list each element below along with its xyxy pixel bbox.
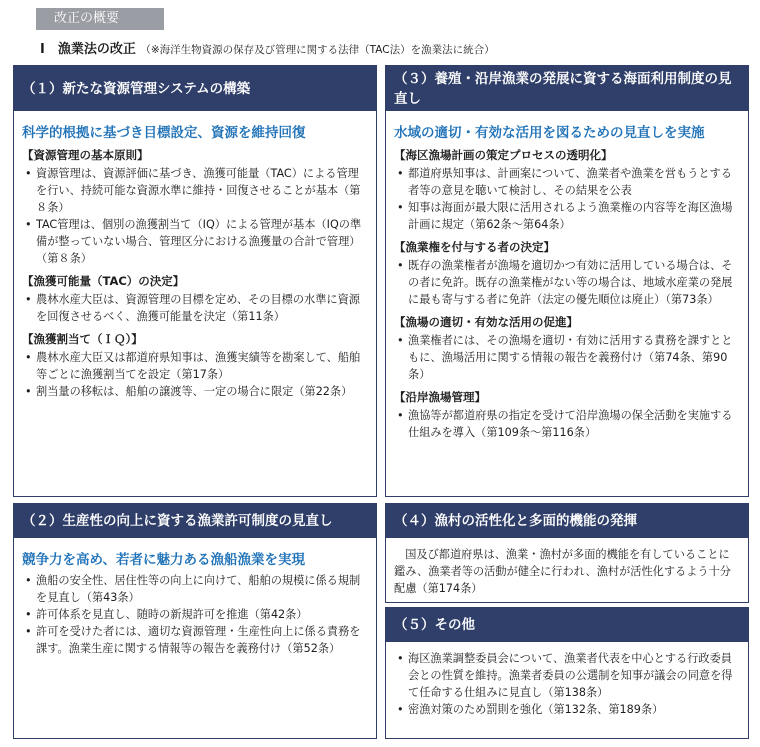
panel-resource-management [13,65,377,497]
bullet-list [394,257,740,308]
section-label: 【漁業権を付与する者の決定】 [394,240,555,254]
panel-heading: （５）その他 [386,608,748,642]
bullet-list [22,572,368,657]
list-item: • 既存の漁業権者が漁場を適切かつ有効に活用している場合は、その者に免許。既存の漁業権がない等の場合は、地域水産業の発展に最も寄与する者に免許（法定の優先順位は廃止）（第73条） [394,257,740,308]
panel-subtitle: 水域の適切・有効な活用を図るための見直しを実施 [394,125,705,141]
panel-sea-area-use [385,65,749,497]
panel-fishing-village [385,503,749,603]
bullet-list [22,291,368,325]
page-title-note: （※海洋生物資源の保存及び管理に関する法律（TAC法）を漁業法に統合） [140,44,495,56]
list-item: • 密漁対策のため罰則を強化（第132条、第189条） [394,701,740,718]
bullet-list [394,407,740,441]
list-item: • 漁業権者には、その漁場を適切・有効に活用する責務を課すとともに、漁場活用に関する情報の報告を義務付け（第74条、第90条） [394,332,740,383]
panel-subtitle: 競争力を高め、若者に魅力ある漁船漁業を実現 [22,552,305,568]
list-item: • 農林水産大臣又は都道府県知事は、漁獲実績等を勘案して、船舶等ごとに漁獲割当てを設定（第17条） [22,349,368,383]
panel-subtitle: 科学的根拠に基づき目標設定、資源を維持回復 [22,125,306,141]
section-label: 【海区漁場計画の策定プロセスの透明化】 [394,148,613,162]
bullet-list [22,165,368,267]
page-title [40,38,495,57]
list-item: • 割当量の移転は、船舶の譲渡等、一定の場合に限定（第22条） [22,383,368,400]
panel-heading: （２）生産性の向上に資する漁業許可制度の見直し [14,504,376,538]
list-item: • 知事は海面が最大限に活用されるよう漁業権の内容等を海区漁場計画に規定（第62条～第64条） [394,199,740,233]
panel-fishing-permits [13,503,377,739]
bullet-list [22,349,368,400]
panel-heading: （１）新たな資源管理システムの構築 [14,66,376,111]
section-label: 【沿岸漁場管理】 [394,390,486,404]
section-label: 【資源管理の基本原則】 [22,148,149,162]
list-item: • 許可を受けた者には、適切な資源管理・生産性向上に係る責務を課す。漁業生産に関する情報等の報告を義務付け（第52条） [22,623,368,657]
panel-heading: （４）漁村の活性化と多面的機能の発揮 [386,504,748,538]
section-label: 【漁獲可能量（TAC）の決定】 [22,274,185,288]
list-item: • 海区漁業調整委員会について、漁業者代表を中心とする行政委員会との性質を維持。漁業者委員の公選制を知事が議会の同意を得て任命する仕組みに見直し（第138条） [394,650,740,701]
list-item: • 許可体系を見直し、随時の新規許可を推進（第42条） [22,606,368,623]
list-item: • 漁船の安全性、居住性等の向上に向けて、船舶の規模に係る規制を見直し（第43条） [22,572,368,606]
panel-heading: （３）養殖・沿岸漁業の発展に資する海面利用制度の見直し [386,66,748,111]
bullet-list [394,650,740,718]
section-label: 【漁獲割当て（ＩＱ）】 [22,332,143,346]
section-tag: 改正の概要 [36,8,164,30]
panel-paragraph: 国及び都道府県は、漁業・漁村が多面的機能を有していることに鑑み、漁業者等の活動が健全に行われ、漁村が活性化するよう十分配慮（第174条） [394,548,731,595]
page-title-text: Ⅰ 漁業法の改正 [40,42,136,57]
section-label: 【漁場の適切・有効な活用の促進】 [394,315,578,329]
list-item: • 都道府県知事は、計画案について、漁業者や漁業を営もうとする者等の意見を聴いて検討し、その結果を公表 [394,165,740,199]
panel-other [385,607,749,739]
list-item: • TAC管理は、個別の漁獲割当て（IQ）による管理が基本（IQの準備が整っていない場合、管理区分における漁獲量の合計で管理）（第８条） [22,216,368,267]
bullet-list [394,332,740,383]
bullet-list [394,165,740,233]
list-item: • 農林水産大臣は、資源管理の目標を定め、その目標の水準に資源を回復させるべく、漁獲可能量を決定（第11条） [22,291,368,325]
list-item: • 漁協等が都道府県の指定を受けて沿岸漁場の保全活動を実施する仕組みを導入（第109条～第116条） [394,407,740,441]
list-item: • 資源管理は、資源評価に基づき、漁獲可能量（TAC）による管理を行い、持続可能な資源水準に維持・回復させることが基本（第８条） [22,165,368,216]
